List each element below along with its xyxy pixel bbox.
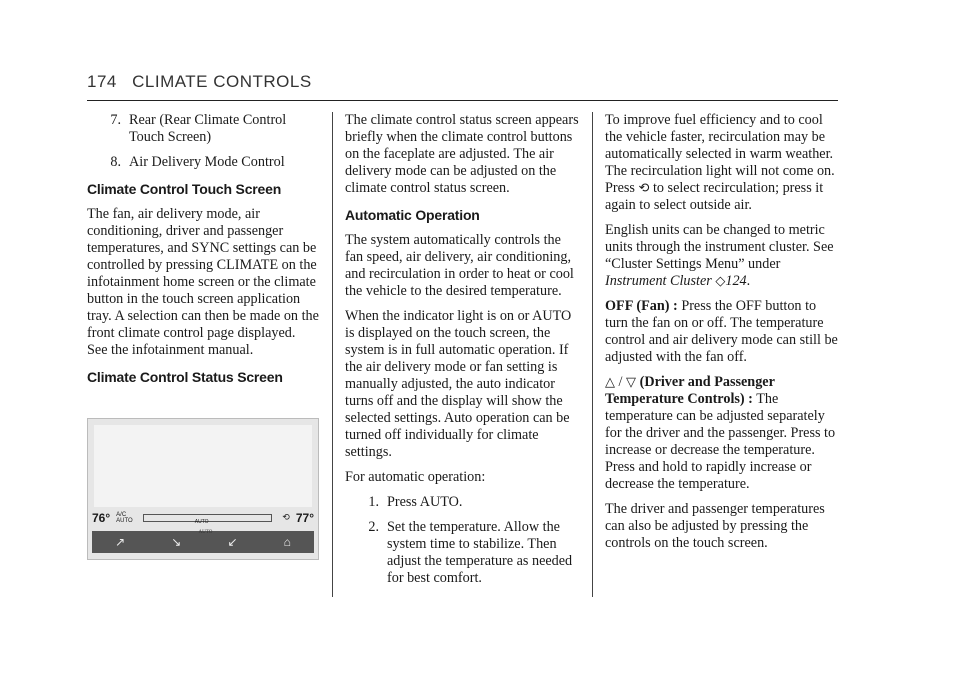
recirculation-icon: ⟲ xyxy=(282,512,290,523)
fan-slider: AUTO xyxy=(143,514,273,522)
paragraph-temp-controls: △ / ▽ (Driver and Passenger Temperature Controls) : The temperature can be adjusted separately for the driver and the passenger. Press to increase or decrease the temperature. Press and hold to rapidly increase or decrease the temperature. xyxy=(605,374,836,492)
column-divider-2 xyxy=(592,112,593,597)
heading-status-screen: Climate Control Status Screen xyxy=(87,369,283,385)
list-item-7: 7. Rear (Rear Climate Control Touch Screen) xyxy=(110,112,287,145)
column-3 xyxy=(605,112,839,560)
temp-increase-icon: △ xyxy=(605,375,615,390)
heading-touch-screen: Climate Control Touch Screen xyxy=(87,181,282,197)
section-title: CLIMATE CONTROLS xyxy=(132,72,312,91)
mode-defrost-icon: ⌂ xyxy=(283,534,291,549)
paragraph-auto-1: The system automatically controls the fan speed, air delivery, air conditioning, and recirculation in order to heat or cool the vehicle to the desired temperature. xyxy=(345,232,574,299)
list-item-8: 8. Air Delivery Mode Control xyxy=(110,154,285,170)
paragraph-auto-2: When the indicator light is on or AUTO is displayed on the touch screen, the system is in full automatic operation. If the air delivery mode or fan setting is manually adjusted, the auto indicator turns off and the display will show the selected settings. Auto operation can be turned off individually for climate settings. xyxy=(345,308,572,460)
paragraph-off-fan: OFF (Fan) : Press the OFF button to turn the fan on or off. The temperature control and air delivery mode can still be adjusted with the fan off. xyxy=(605,298,838,365)
cross-reference: Instrument Cluster xyxy=(605,273,712,289)
temp-controls-label: (Driver and Passenger Temperature Controls) : xyxy=(605,374,775,407)
paragraph-touch-adjust: The driver and passenger temperatures can also be adjusted by pressing the controls on the touch screen. xyxy=(605,501,825,551)
page-number: 174 xyxy=(87,72,117,91)
step-2: 2. Set the temperature. Allow the system time to stabilize. Then adjust the temperature as needed for best comfort. xyxy=(368,519,573,586)
screen-mode-buttons: AUTO ↗ ↘ ↙ ⌂ xyxy=(92,531,314,553)
heading-automatic-operation: Automatic Operation xyxy=(345,207,480,223)
paragraph-recirculation: To improve fuel efficiency and to cool the vehicle faster, recirculation may be automatically selected in warm weather. The recirculation light will not come on. Press ⟲ to select recirculation; press it again to select outside air. xyxy=(605,112,835,213)
passenger-temp-readout: 77° xyxy=(295,510,314,525)
mode-floor-icon: ↙ xyxy=(227,534,238,549)
paragraph-for-auto: For automatic operation: xyxy=(345,469,486,485)
header-rule xyxy=(87,100,838,101)
column-1 xyxy=(87,112,319,560)
off-fan-label: OFF (Fan) : xyxy=(605,298,678,314)
recirculation-icon: ⟲ xyxy=(638,181,650,196)
column-2 xyxy=(345,112,579,595)
paragraph-units: English units can be changed to metric units through the instrument cluster. See “Cluster Settings Menu” under Instrument Cluster ◇124. xyxy=(605,222,834,289)
paragraph-status-screen: The climate control status screen appears briefly when the climate control buttons on the faceplate are adjusted. The air delivery mode can be adjusted on the climate control status screen. xyxy=(345,112,579,196)
step-1: 1. Press AUTO. xyxy=(368,494,463,510)
mode-bilevel-icon: ↘ xyxy=(171,534,182,549)
page-header xyxy=(87,72,312,92)
status-screen-illustration xyxy=(87,418,319,560)
screen-display-area xyxy=(94,425,312,507)
temp-decrease-icon: ▽ xyxy=(626,375,637,390)
mode-vent-icon: ↗ xyxy=(115,534,126,549)
ac-indicator: A/C AUTO xyxy=(116,512,133,524)
page-reference-icon: ◇ xyxy=(715,274,726,289)
column-divider-1 xyxy=(332,112,333,597)
paragraph-touch-screen: The fan, air delivery mode, air conditioning, driver and passenger temperatures, and SYNC settings can be controlled by pressing CLIMATE on the infotainment home screen or the climate button in the touch screen application tray. A selection can then be made on the front climate control page displayed. See the infotainment manual. xyxy=(87,206,319,358)
driver-temp-readout: 76° xyxy=(92,510,111,525)
